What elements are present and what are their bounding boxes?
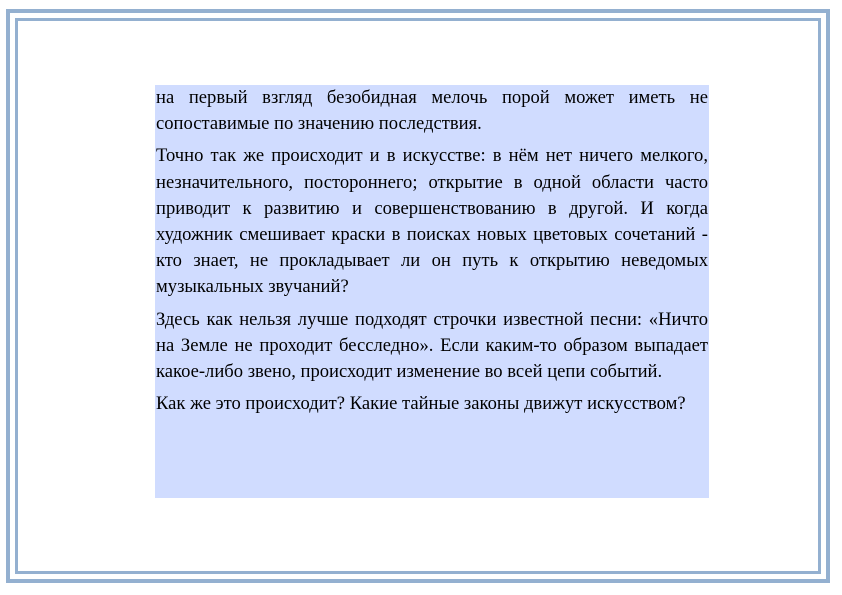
- paragraph-3: Здесь как нельзя лучше подходят строчки известной песни: «Ничто на Земле не проходит бесследно». Если каким-то образом выпадает какое-либо звено, происходит изменение во всей цепи событий.: [156, 308, 708, 383]
- text-block: [155, 85, 709, 498]
- paragraph-4: Как же это происходит? Какие тайные законы движут искусством?: [156, 393, 686, 415]
- paragraph-2: Точно так же происходит и в искусстве: в нём нет ничего мелкого, незначительного, постороннего; открытие в одной области часто приводит к развитию и совершенствованию в другой. И когда художник смешивает краски в поисках новых цветовых сочетаний - кто знает, не прокладывает ли он путь к открытию неведомых музыкальных звучаний?: [156, 145, 708, 298]
- paragraph-1: на первый взгляд безобидная мелочь порой может иметь не сопоставимые по значению последствия.: [156, 87, 708, 135]
